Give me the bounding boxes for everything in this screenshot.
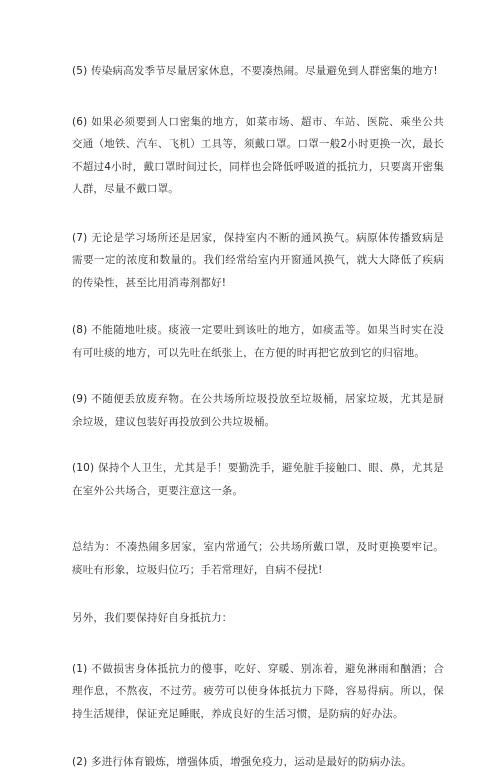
resistance-item-1: (1) 不做损害身体抵抗力的傻事，吃好、穿暖、别冻着，避免淋雨和酗酒；合理作息，不熬夜，不过劳。疲劳可以使身体抵抗力下降，容易得病。所以，保持生活规律，保证充足睡眠，养成良好的生活习惯，是防病的好办法。 (72, 662, 444, 720)
paragraph-9: (9) 不随便丢放废弃物。在公共场所垃圾投放至垃圾桶，居家垃圾，尤其是厨余垃圾，建议包装好再投放到公共垃圾桶。 (72, 393, 444, 428)
paragraph-6: (6) 如果必须要到人口密集的地方，如菜市场、超市、车站、医院、乘坐公共交通（地铁、汽车、飞机）工具等，须戴口罩。口罩一般2小时更换一次，最长不超过4小时，戴口罩时间过长，同样也会降低呼吸道的抵抗力，只要离开密集人群，尽量不戴口罩。 (72, 115, 444, 195)
paragraph-5: (5) 传染病高发季节尽量居家休息，不要凑热闹。尽量避免到人群密集的地方! (72, 65, 438, 77)
resistance-intro: 另外，我们要保持好自身抵抗力： (72, 612, 233, 624)
paragraph-7: (7) 无论是学习场所还是居家，保持室内不断的通风换气。病原体传播致病是需要一定的浓度和数量的。我们经常给室内开窗通风换气，就大大降低了疾病的传染性，甚至比用消毒剂都好! (72, 231, 444, 289)
paragraph-10: (10) 保持个人卫生，尤其是手！要勤洗手，避免脏手接触口、眼、鼻，尤其是在室外公共场合，更要注意这一条。 (72, 462, 444, 497)
resistance-item-2: (2) 多进行体育锻炼，增强体质，增强免疫力，运动是最好的防病办法。 (72, 756, 413, 768)
summary-paragraph: 总结为：不凑热闹多居家，室内常通气；公共场所戴口罩，及时更换要牢记。痰吐有形象，垃圾归位巧；手若常理好，自病不侵扰! (72, 541, 444, 576)
paragraph-8: (8) 不能随地吐痰。痰液一定要吐到该吐的地方，如痰盂等。如果当时实在没有可吐痰的地方，可以先吐在纸张上，在方便的时再把它放到它的归宿地。 (72, 324, 444, 359)
document-body (72, 60, 444, 774)
